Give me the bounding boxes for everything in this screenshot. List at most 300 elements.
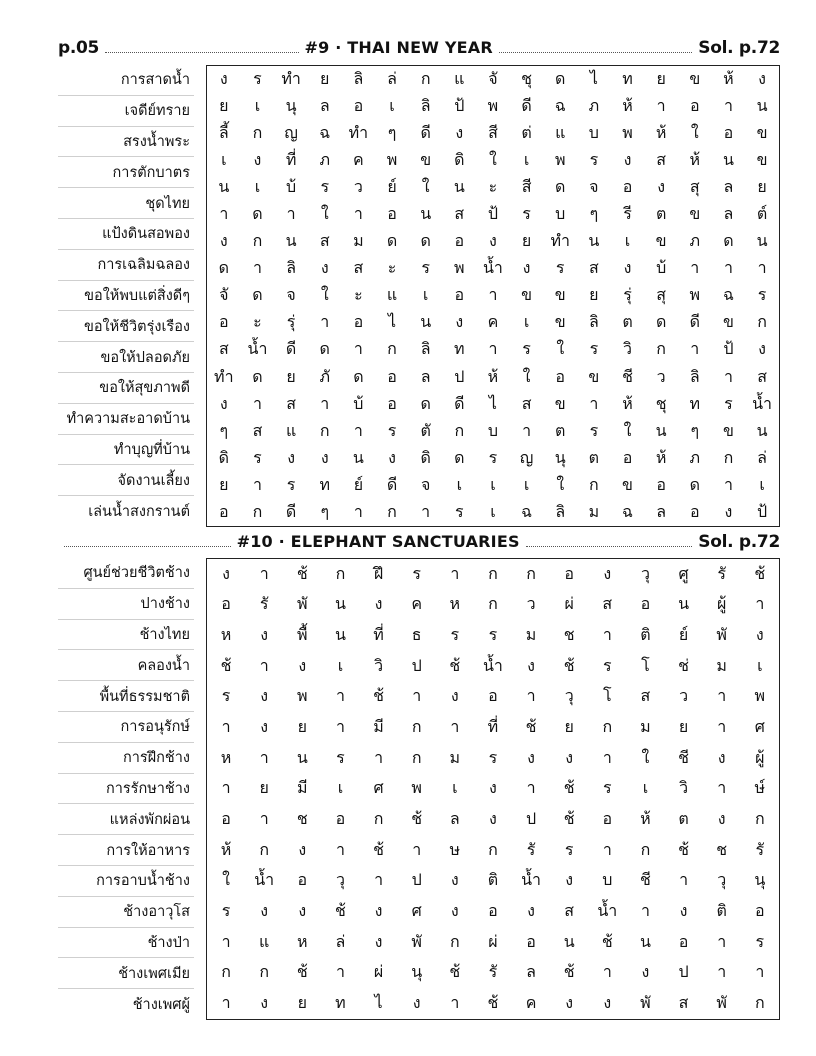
grid-cell: ข [554, 393, 566, 413]
grid-cell: ศ [754, 717, 765, 737]
grid-cell: ง [455, 312, 464, 332]
grid-cell: ตั [420, 420, 431, 440]
grid-cell: า [640, 901, 650, 921]
puzzle2-header [58, 530, 780, 552]
grid-cell: บ [555, 204, 566, 224]
grid-cell: ทำ [214, 366, 234, 386]
word-list-item: ปางช้าง [58, 589, 194, 620]
grid-cell: อ [387, 204, 397, 224]
grid-cell: ภ [588, 96, 600, 116]
grid-cell: ป [454, 366, 465, 386]
grid-cell: ล [526, 962, 536, 982]
grid-cell: ลิ [353, 69, 364, 89]
grid-cell: อ [622, 177, 633, 197]
grid-cell: ด [319, 339, 330, 359]
grid-cell: ก [757, 312, 767, 332]
grid-cell: ผ่ [564, 594, 574, 614]
grid-row [207, 712, 779, 743]
word-list-item: เจดีย์ทราย [58, 96, 194, 127]
grid-cell: ห้ [655, 123, 667, 143]
header-leader-dots [526, 546, 693, 547]
grid-cell: า [335, 686, 345, 706]
word-list-item: จัดงานเลี้ยง [58, 465, 194, 496]
grid-cell: ข [655, 231, 667, 251]
grid-cell: แ [259, 931, 270, 951]
grid-cell: ด [252, 366, 263, 386]
grid-cell: น [352, 447, 364, 467]
grid-cell: ก [221, 962, 231, 982]
grid-cell: า [353, 339, 363, 359]
grid-cell: ลิ [420, 339, 431, 359]
grid-cell: วิ [623, 339, 632, 359]
grid-cell: ส [353, 258, 364, 278]
grid-cell: ช้ [296, 962, 308, 982]
grid-cell: น [756, 96, 768, 116]
grid-cell: ต์ [756, 204, 768, 224]
grid-cell: อ [656, 474, 666, 494]
grid-cell: รั [488, 962, 498, 982]
grid-cell: ดิ [218, 447, 230, 467]
grid-cell: ว [526, 594, 536, 614]
grid-cell: ฉ [622, 501, 633, 521]
grid-cell: ส [656, 150, 667, 170]
grid-cell: เ [337, 778, 344, 798]
grid-cell: ย์ [387, 177, 397, 197]
grid-cell: ง [603, 563, 612, 583]
grid-cell: ด [723, 231, 734, 251]
grid-cell: ห [297, 931, 308, 951]
grid-cell: ท [454, 339, 465, 359]
grid-cell: ร [564, 839, 574, 859]
grid-cell: ส [564, 901, 575, 921]
grid-cell: ค [353, 150, 364, 170]
grid-cell: อ [723, 123, 734, 143]
grid-cell: อ [555, 366, 566, 386]
grid-cell: ง [219, 393, 228, 413]
grid-row [207, 590, 779, 621]
grid-cell: ง [374, 931, 383, 951]
grid-cell: า [679, 870, 689, 890]
grid-cell: ข [689, 69, 701, 89]
grid-cell: ดิ [454, 150, 465, 170]
grid-row [207, 651, 779, 682]
word-list-item: การฝึกช้าง [58, 743, 194, 774]
grid-cell: า [221, 778, 231, 798]
grid-cell: ช [563, 625, 575, 645]
grid-cell: ด [555, 69, 566, 89]
grid-cell: น [285, 231, 297, 251]
grid-cell: า [717, 931, 727, 951]
grid-cell: ร [455, 501, 464, 521]
grid-cell: พั [640, 993, 651, 1013]
grid-cell: ใ [623, 420, 632, 440]
grid-cell: อ [488, 686, 498, 706]
word-list-item: การสาดน้ำ [58, 65, 194, 96]
grid-cell: ดิ [420, 447, 431, 467]
grid-cell: พั [716, 993, 727, 1013]
grid-cell: า [421, 501, 431, 521]
grid-cell: ส [454, 204, 465, 224]
grid-cell: า [602, 747, 612, 767]
grid-cell: บ้ [286, 177, 297, 197]
grid-cell: า [412, 839, 422, 859]
grid-cell: ห้ [622, 393, 633, 413]
grid-row [207, 988, 779, 1019]
grid-cell: ลิ [689, 366, 700, 386]
grid-cell: ชี [622, 366, 633, 386]
grid-cell: ง [527, 747, 535, 767]
grid-cell: ย์ [678, 625, 689, 645]
puzzle1-word-list [58, 65, 194, 527]
grid-cell: า [353, 501, 363, 521]
grid-cell: ร [421, 258, 430, 278]
grid-cell: รั [259, 594, 269, 614]
grid-cell: ฉ [722, 285, 734, 305]
grid-cell: ช้ [449, 655, 461, 675]
grid-cell: ง [717, 747, 726, 767]
grid-cell: ส [640, 686, 651, 706]
grid-cell: า [252, 258, 262, 278]
grid-cell: ชี [640, 870, 651, 890]
grid-cell: ง [374, 901, 383, 921]
grid-row [207, 682, 779, 713]
grid-cell: เ [523, 312, 530, 332]
grid-cell: ล [319, 96, 330, 116]
grid-cell: ง [287, 447, 295, 467]
grid-cell: ฝึ [373, 563, 384, 583]
grid-cell: จั [219, 285, 229, 305]
grid-cell: ก [526, 563, 536, 583]
grid-cell: า [522, 420, 532, 440]
grid-cell: ห้ [640, 809, 651, 829]
grid-cell: ใ [556, 339, 565, 359]
grid-cell: ด [555, 177, 566, 197]
grid-cell: ป [411, 870, 422, 890]
grid-cell: ง [450, 870, 459, 890]
grid-cell: ล่ [335, 931, 346, 951]
grid-cell: ช้ [563, 655, 575, 675]
grid-cell: ท [335, 993, 346, 1013]
grid-cell: า [259, 747, 269, 767]
grid-cell: น [420, 204, 432, 224]
grid-cell: ร [603, 655, 612, 675]
grid-cell: ใ [320, 285, 329, 305]
grid-row [207, 255, 779, 282]
grid-cell: ช [296, 809, 308, 829]
grid-cell: ง [222, 563, 230, 583]
grid-cell: พ [622, 123, 633, 143]
word-list-item: การให้อาหาร [58, 835, 194, 866]
grid-cell: ข [554, 285, 566, 305]
grid-cell: สุ [689, 177, 700, 197]
grid-cell: ห้ [487, 366, 499, 386]
grid-cell: ฉ [521, 501, 533, 521]
grid-row [207, 896, 779, 927]
grid-cell: ด [252, 204, 263, 224]
grid-cell: ส [757, 366, 767, 386]
grid-cell: ป [525, 809, 537, 829]
grid-cell: ก [602, 717, 613, 737]
grid-row [207, 804, 779, 835]
grid-cell: ทำ [550, 231, 570, 251]
puzzle2-letter-grid [206, 558, 780, 1020]
grid-cell: ดี [454, 393, 465, 413]
grid-cell: น [588, 231, 600, 251]
grid-cell: า [690, 258, 700, 278]
grid-cell: ใ [320, 204, 329, 224]
grid-cell: ข [554, 312, 566, 332]
grid-row [207, 559, 779, 590]
puzzle1-title: #9 · THAI NEW YEAR [304, 38, 493, 57]
grid-cell: ทำ [281, 69, 301, 89]
grid-cell: ช้ [525, 717, 537, 737]
grid-cell: อ [297, 870, 308, 890]
grid-cell: ๆ [219, 420, 229, 440]
grid-cell: า [450, 563, 460, 583]
grid-cell: ด [689, 474, 700, 494]
grid-cell: ส [678, 993, 689, 1013]
grid-cell: า [488, 285, 498, 305]
grid-cell: โ [641, 655, 650, 675]
grid-cell: ข [756, 150, 768, 170]
grid-cell: ว [656, 366, 666, 386]
grid-cell: อ [454, 231, 465, 251]
grid-cell: มี [297, 778, 308, 798]
grid-cell: น [639, 931, 651, 951]
grid-cell: า [252, 393, 262, 413]
grid-cell: ภั [319, 366, 331, 386]
grid-cell: ด [420, 231, 431, 251]
grid-cell: พ [297, 686, 308, 706]
grid-cell: ด [252, 285, 263, 305]
grid-cell: แ [285, 420, 297, 440]
grid-cell: ชี [678, 747, 689, 767]
grid-cell: เ [523, 150, 530, 170]
grid-cell: รั [526, 839, 536, 859]
grid-cell: ด [420, 393, 431, 413]
grid-cell: ม [449, 747, 461, 767]
grid-cell: ร [522, 204, 531, 224]
header-leader-dots [64, 546, 231, 547]
grid-cell: วิ [679, 778, 689, 798]
grid-cell: ง [657, 177, 666, 197]
grid-row [207, 93, 779, 120]
grid-cell: า [717, 962, 727, 982]
grid-cell: ส [588, 258, 599, 278]
grid-row [207, 743, 779, 774]
grid-cell: ง [260, 993, 269, 1013]
grid-cell: ง [219, 69, 228, 89]
grid-cell: ง [450, 686, 459, 706]
grid-cell: น [563, 931, 575, 951]
word-list-item: คลองน้ำ [58, 650, 194, 681]
grid-cell: า [526, 778, 536, 798]
grid-cell: ข [722, 420, 734, 440]
grid-cell: ร [336, 747, 345, 767]
grid-cell: า [690, 339, 700, 359]
grid-cell: ป [411, 655, 422, 675]
grid-cell: ช้ [296, 563, 308, 583]
grid-cell: า [259, 563, 269, 583]
word-list-item: ขอให้ชีวิตรุ่งเรือง [58, 311, 194, 342]
grid-cell: ส [521, 393, 532, 413]
grid-cell: ง [298, 839, 307, 859]
grid-cell: น [218, 177, 230, 197]
grid-cell: เ [254, 96, 261, 116]
grid-cell: ทำ [348, 123, 369, 143]
grid-cell: ย [589, 285, 599, 305]
grid-cell: ร [755, 931, 765, 951]
grid-cell: ท [622, 69, 633, 89]
grid-cell: ษ์ [754, 778, 766, 798]
grid-cell: พื้ [297, 625, 308, 645]
grid-cell: า [723, 366, 733, 386]
grid-cell: ผ่ [373, 962, 384, 982]
grid-cell: บ้ [656, 258, 667, 278]
grid-cell: อ [689, 501, 700, 521]
grid-cell: ป้ [487, 204, 499, 224]
grid-cell: อ [387, 393, 397, 413]
grid-cell: ดี [285, 501, 297, 521]
grid-cell: ร [724, 393, 733, 413]
grid-cell: ง [219, 231, 228, 251]
grid-cell: ช้ [563, 809, 575, 829]
grid-cell: ง [374, 594, 383, 614]
grid-cell: า [374, 747, 384, 767]
grid-cell: ร [488, 447, 498, 467]
grid-cell: ไ [374, 993, 383, 1013]
grid-cell: ส [252, 420, 263, 440]
grid-cell: พ [754, 686, 766, 706]
grid-cell: น [655, 420, 667, 440]
puzzle1-letter-grid [206, 65, 780, 527]
grid-cell: น [334, 594, 346, 614]
grid-row [207, 66, 779, 93]
grid-cell: ก [259, 839, 270, 859]
grid-cell: ติ [716, 901, 727, 921]
word-list-item: การรักษาช้าง [58, 774, 194, 805]
grid-cell: น้ำ [254, 870, 275, 890]
grid-cell: ดี [386, 474, 398, 494]
grid-cell: ย [678, 717, 689, 737]
grid-cell: ง [527, 901, 535, 921]
grid-cell: ห [220, 625, 232, 645]
grid-cell: ก [252, 123, 263, 143]
grid-cell: ร [488, 747, 498, 767]
grid-cell: ง [489, 778, 497, 798]
grid-cell: อ [488, 901, 498, 921]
grid-cell: า [526, 686, 536, 706]
grid-cell: ร [555, 258, 565, 278]
grid-cell: ะ [253, 312, 262, 332]
grid-cell: ข [588, 366, 600, 386]
grid-cell: น [756, 420, 768, 440]
grid-cell: า [320, 312, 330, 332]
grid-cell: า [450, 993, 460, 1013]
word-list-item: ช้างไทย [58, 620, 194, 651]
grid-row [207, 336, 779, 363]
grid-cell: า [717, 686, 727, 706]
grid-cell: ก [411, 717, 422, 737]
grid-cell: ม [640, 717, 651, 737]
grid-cell: สี [521, 177, 532, 197]
word-list-item: ทำความสะอาดบ้าน [58, 404, 194, 435]
grid-cell: ส [319, 231, 330, 251]
grid-cell: า [723, 474, 733, 494]
grid-cell: บ [487, 420, 499, 440]
grid-cell: ษ [449, 839, 461, 859]
grid-cell: ช้ [601, 931, 613, 951]
grid-cell: ง [388, 447, 396, 467]
grid-cell: ดี [420, 123, 431, 143]
grid-cell: ลิ [588, 312, 599, 332]
grid-cell: ก [319, 420, 330, 440]
grid-row [207, 201, 779, 228]
grid-cell: ไ [589, 69, 598, 89]
grid-cell: น [453, 177, 465, 197]
grid-cell: ข [756, 123, 768, 143]
grid-cell: ร [603, 778, 612, 798]
grid-cell: ล [723, 177, 734, 197]
grid-cell: ง [565, 993, 574, 1013]
grid-cell: ง [455, 123, 464, 143]
grid-cell: ก [754, 993, 765, 1013]
grid-cell: ก [640, 839, 651, 859]
grid-cell: พ [386, 150, 398, 170]
word-list-item: พื้นที่ธรรมชาติ [58, 681, 194, 712]
grid-cell: แ [555, 123, 566, 143]
word-list-item: ช้างป่า [58, 928, 194, 959]
grid-row [207, 472, 779, 499]
grid-cell: ง [260, 901, 269, 921]
grid-cell: ร [450, 625, 460, 645]
grid-cell: สุ [656, 285, 667, 305]
header-leader-dots [105, 52, 298, 53]
grid-cell: ดี [521, 96, 532, 116]
grid-cell: ลิ [286, 258, 296, 278]
grid-cell: ง [450, 901, 459, 921]
grid-cell: พั [297, 594, 308, 614]
grid-row [207, 499, 779, 526]
grid-cell: น [334, 625, 346, 645]
grid-cell: ต [588, 447, 600, 467]
grid-cell: น้ำ [482, 258, 503, 278]
grid-cell: ท [319, 474, 331, 494]
grid-cell: ใ [489, 150, 497, 170]
grid-cell: เ [490, 474, 496, 494]
word-list-item: การเฉลิมฉลอง [58, 250, 194, 281]
grid-cell: า [723, 96, 733, 116]
puzzle2-word-list [58, 558, 194, 1020]
grid-cell: ย์ [353, 474, 364, 494]
grid-cell: ง [758, 69, 766, 89]
grid-cell: รุ่ [623, 285, 632, 305]
grid-cell: อ [353, 312, 364, 332]
grid-cell: ๆ [690, 420, 700, 440]
grid-cell: า [286, 204, 296, 224]
grid-cell: จ [286, 285, 296, 305]
grid-cell: ช้ [449, 962, 461, 982]
grid-cell: ช้ [754, 563, 766, 583]
grid-cell: ติ [487, 870, 499, 890]
grid-cell: ห [220, 747, 232, 767]
grid-cell: จั [488, 69, 498, 89]
grid-cell: เ [422, 285, 429, 305]
grid-cell: ล [449, 809, 460, 829]
grid-cell: ง [260, 686, 269, 706]
grid-cell: เ [523, 474, 530, 494]
grid-row [207, 391, 779, 418]
